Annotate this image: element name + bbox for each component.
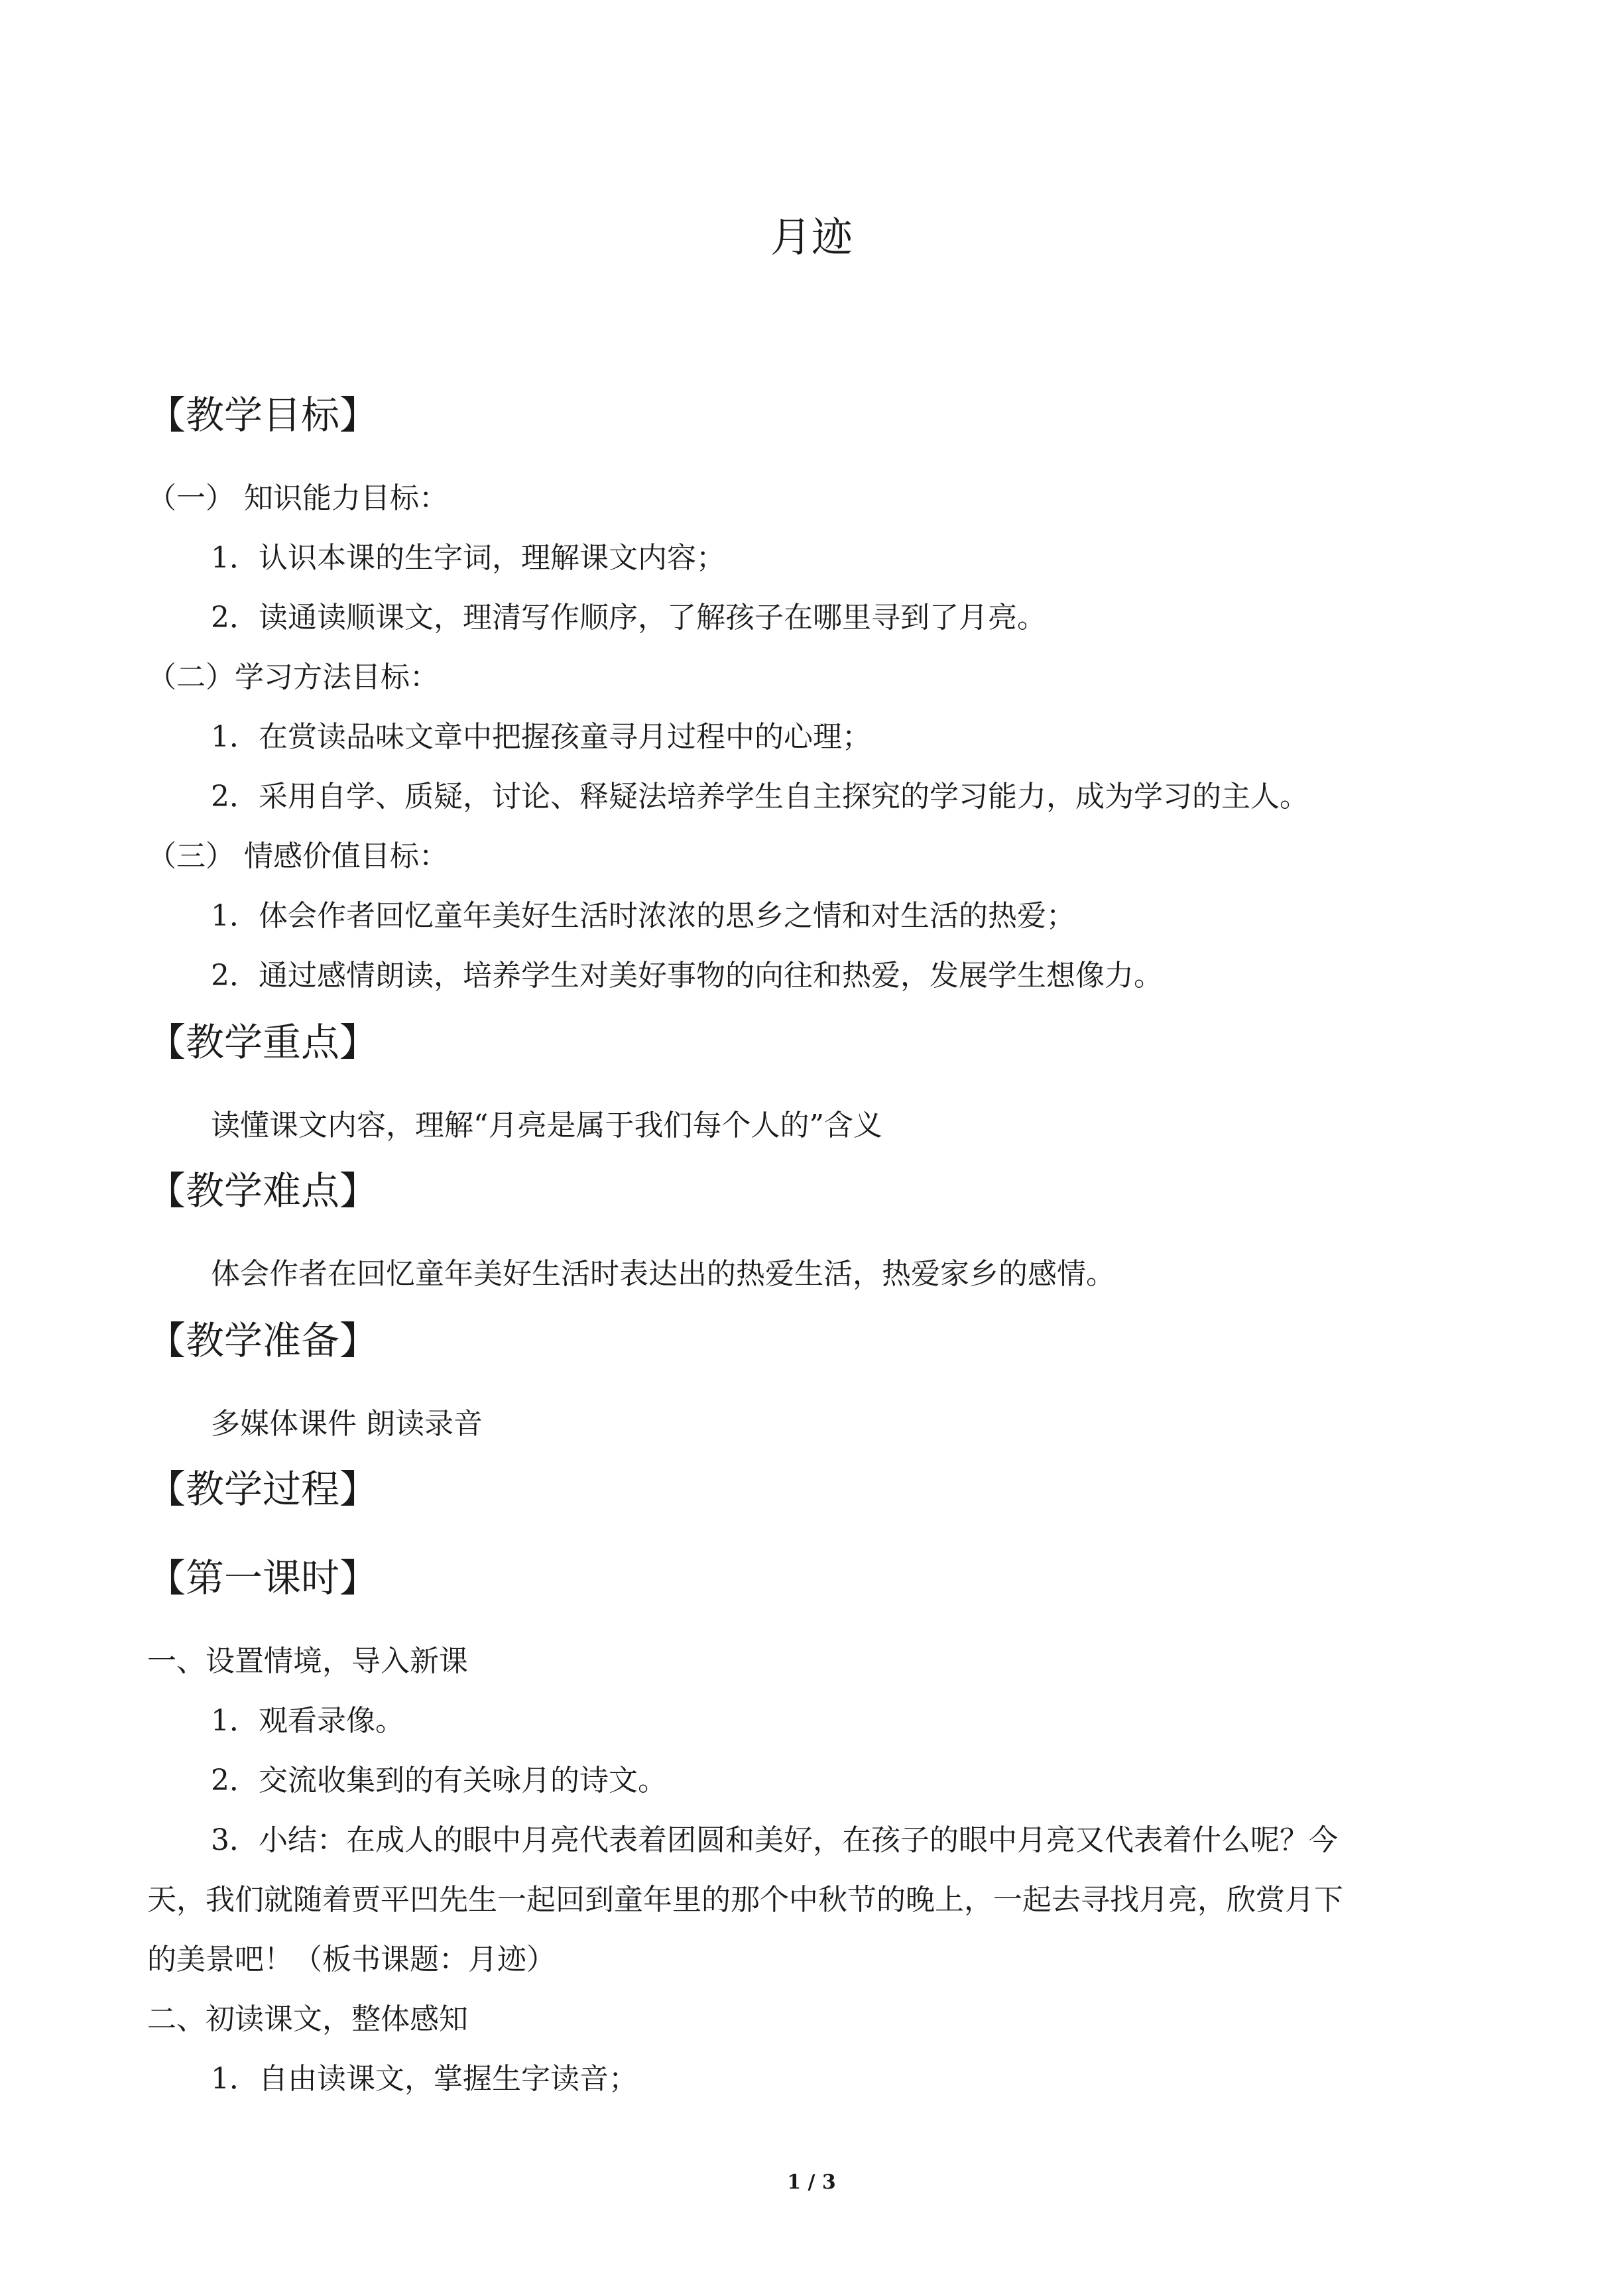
step-1-title: 一、设置情境，导入新课	[147, 1644, 468, 1678]
document-title: 月迹	[770, 213, 853, 261]
step-1-item-1: 1．观看录像。	[211, 1704, 404, 1738]
difficulties-text: 体会作者在回忆童年美好生活时表达出的热爱生活，热爱家乡的感情。	[211, 1257, 1115, 1291]
knowledge-objective-label: （一） 知识能力目标：	[147, 481, 448, 515]
step-2-item-1: 1．自由读课文，掌握生字读音；	[211, 2062, 638, 2096]
knowledge-objective-item-2: 2．读通读顺课文，理清写作顺序，了解孩子在哪里寻到了月亮。	[211, 601, 1046, 634]
step-2-title: 二、初读课文，整体感知	[147, 2002, 468, 2036]
emotion-objective-item-2: 2．通过感情朗读，培养学生对美好事物的向往和热爱，发展学生想像力。	[211, 959, 1163, 993]
step-1-item-3-line-3: 的美景吧！（板书课题：月迹）	[147, 1943, 556, 1976]
step-1-item-3-line-2: 天，我们就随着贾平凹先生一起回到童年里的那个中秋节的晚上，一起去寻找月亮，欣赏月下	[147, 1883, 1343, 1917]
heading-process: 【教学过程】	[147, 1467, 379, 1512]
heading-objectives: 【教学目标】	[147, 393, 379, 438]
method-objective-item-2: 2．采用自学、质疑，讨论、释疑法培养学生自主探究的学习能力，成为学习的主人。	[211, 780, 1309, 814]
step-1-item-2: 2．交流收集到的有关咏月的诗文。	[211, 1764, 667, 1797]
heading-difficulties: 【教学难点】	[147, 1168, 379, 1213]
heading-key-points: 【教学重点】	[147, 1020, 379, 1065]
key-points-text: 读懂课文内容，理解“月亮是属于我们每个人的”含义	[211, 1109, 882, 1142]
page-number: 1 / 3	[787, 2171, 836, 2194]
method-objective-label: （二）学习方法目标：	[147, 660, 439, 694]
emotion-objective-item-1: 1．体会作者回忆童年美好生活时浓浓的思乡之情和对生活的热爱；	[211, 899, 1075, 933]
emotion-objective-label: （三） 情感价值目标：	[147, 839, 448, 873]
heading-lesson-1: 【第一课时】	[147, 1555, 379, 1601]
method-objective-item-1: 1．在赏读品味文章中把握孩童寻月过程中的心理；	[211, 720, 871, 754]
heading-preparation: 【教学准备】	[147, 1318, 379, 1363]
knowledge-objective-item-1: 1．认识本课的生字词，理解课文内容；	[211, 541, 725, 575]
preparation-text: 多媒体课件 朗读录音	[211, 1407, 483, 1441]
step-1-item-3-line-1: 3．小结：在成人的眼中月亮代表着团圆和美好，在孩子的眼中月亮又代表着什么呢？今	[211, 1823, 1338, 1857]
